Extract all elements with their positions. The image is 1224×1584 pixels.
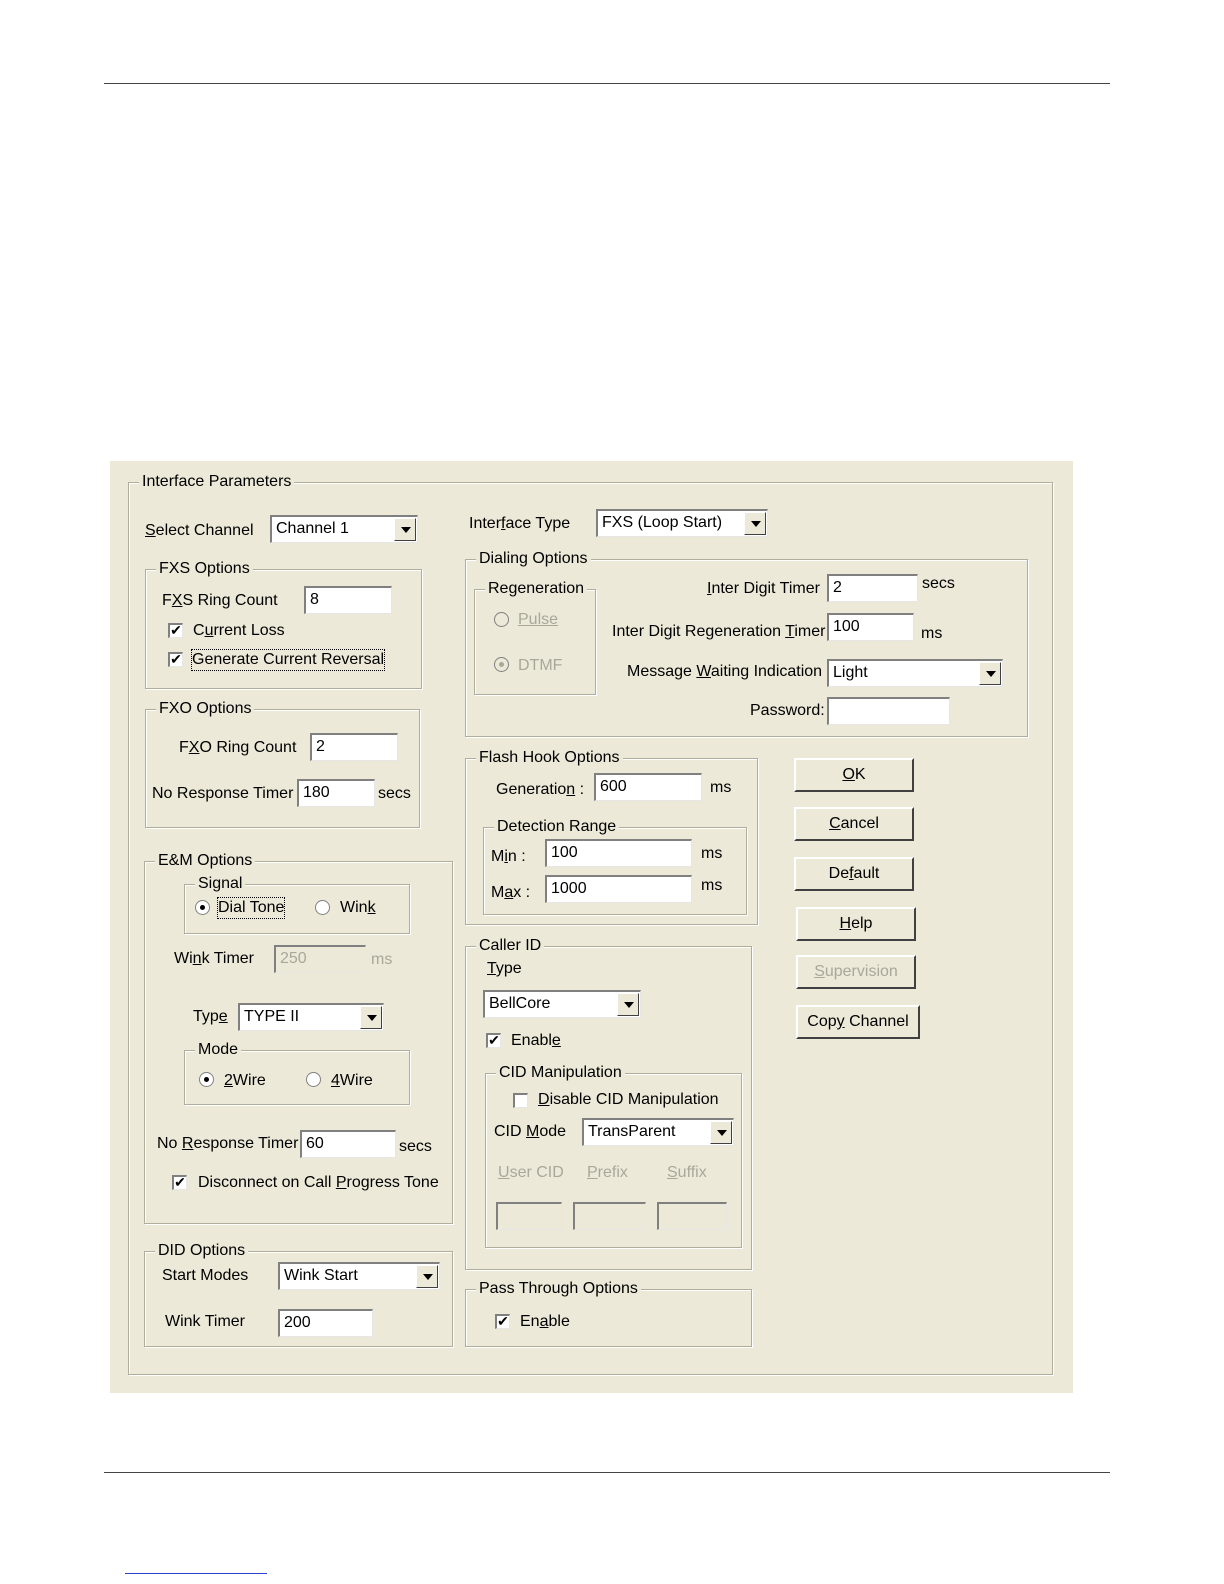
fxo-ring-count-label: FXO Ring Count <box>179 739 297 756</box>
dial-tone-radio[interactable] <box>195 900 210 915</box>
cid-mode-dropdown[interactable] <box>582 1118 734 1146</box>
dtmf-radio <box>494 657 509 672</box>
chevron-down-icon[interactable] <box>617 993 639 1016</box>
dialing-options-title: Dialing Options <box>476 549 591 569</box>
fxo-ring-count-input[interactable]: 2 <box>310 733 398 761</box>
disconnect-progress-tone-checkbox[interactable]: ✔ <box>172 1175 187 1190</box>
em-no-response-unit: secs <box>399 1138 432 1155</box>
fxs-ring-count-input[interactable]: 8 <box>304 586 392 614</box>
default-button[interactable]: Default <box>794 857 914 891</box>
em-wink-timer-unit: ms <box>371 951 393 968</box>
pulse-label: Pulse <box>518 611 559 628</box>
flash-hook-options-title: Flash Hook Options <box>476 748 623 768</box>
generation-label: Generation : <box>496 781 585 798</box>
copy-channel-button[interactable]: Copy Channel <box>796 1005 920 1039</box>
em-options-title: E&M Options <box>155 851 255 871</box>
inter-digit-timer-unit: secs <box>922 575 955 592</box>
fxs-ring-count-label: FXS Ring Count <box>162 592 278 609</box>
mode-2wire-label: 2Wire <box>224 1072 266 1089</box>
select-channel-value: Channel 1 <box>276 520 349 537</box>
mode-group <box>184 1041 410 1105</box>
min-unit: ms <box>701 845 723 862</box>
chevron-down-icon[interactable] <box>394 518 416 541</box>
caller-id-enable-label: Enable <box>511 1032 561 1049</box>
user-cid-label: User CID <box>498 1164 564 1181</box>
mode-2wire-radio[interactable] <box>199 1072 214 1087</box>
chevron-down-icon[interactable] <box>744 512 766 535</box>
detection-range-title: Detection Range <box>494 817 619 837</box>
mode-4wire-radio[interactable] <box>306 1072 321 1087</box>
select-channel-label: Select Channel <box>145 522 254 539</box>
max-label: Max : <box>491 884 531 901</box>
prefix-input <box>573 1202 646 1230</box>
disable-cid-manipulation-label: Disable CID Manipulation <box>538 1091 719 1108</box>
password-input[interactable] <box>827 697 950 725</box>
inter-digit-timer-input[interactable]: 2 <box>827 574 918 602</box>
caller-id-type-label: Type <box>487 960 522 977</box>
min-label: Min : <box>491 848 526 865</box>
interface-parameters-dialog <box>110 461 1073 1393</box>
footer-link-underline[interactable] <box>125 1573 267 1574</box>
signal-title: Signal <box>195 874 245 894</box>
caller-id-type-value: BellCore <box>489 995 551 1012</box>
fxo-options-title: FXO Options <box>156 699 254 719</box>
mwi-value: Light <box>833 664 868 681</box>
interface-type-dropdown[interactable] <box>596 509 768 537</box>
caller-id-type-dropdown[interactable] <box>483 990 641 1018</box>
password-label: Password: <box>750 702 825 719</box>
dtmf-label: DTMF <box>518 657 563 674</box>
start-modes-value: Wink Start <box>284 1267 358 1284</box>
em-no-response-label: No Response Timer <box>157 1135 299 1152</box>
fxo-no-response-label: No Response Timer <box>152 785 294 802</box>
suffix-label: Suffix <box>667 1164 707 1181</box>
did-wink-timer-label: Wink Timer <box>165 1313 245 1330</box>
fxo-no-response-unit: secs <box>378 785 411 802</box>
mode-title: Mode <box>195 1040 241 1060</box>
em-type-label: Type <box>193 1008 228 1025</box>
fxo-options-group <box>145 700 420 828</box>
chevron-down-icon[interactable] <box>360 1006 382 1029</box>
help-button[interactable]: Help <box>796 907 916 941</box>
inter-digit-regen-timer-unit: ms <box>921 625 943 642</box>
disconnect-progress-tone-label: Disconnect on Call Progress Tone <box>198 1174 439 1191</box>
cancel-button[interactable]: Cancel <box>794 807 914 841</box>
disable-cid-manipulation-checkbox[interactable] <box>513 1093 528 1108</box>
did-wink-timer-input[interactable]: 200 <box>278 1309 373 1337</box>
chevron-down-icon[interactable] <box>710 1121 732 1144</box>
cid-manipulation-title: CID Manipulation <box>496 1063 625 1083</box>
max-unit: ms <box>701 877 723 894</box>
em-type-value: TYPE II <box>244 1008 300 1025</box>
interface-type-value: FXS (Loop Start) <box>602 514 723 531</box>
start-modes-label: Start Modes <box>162 1267 249 1284</box>
wink-label: Wink <box>340 899 376 916</box>
regeneration-group <box>474 580 596 695</box>
pass-through-enable-label: Enable <box>520 1313 570 1330</box>
em-wink-timer-label: Wink Timer <box>174 950 255 967</box>
start-modes-dropdown[interactable] <box>278 1262 440 1290</box>
supervision-button: Supervision <box>796 955 916 989</box>
cid-mode-label: CID Mode <box>494 1123 567 1140</box>
caller-id-title: Caller ID <box>476 936 544 956</box>
fxs-options-title: FXS Options <box>156 559 253 579</box>
mwi-dropdown[interactable] <box>827 659 1003 687</box>
mode-4wire-label: 4Wire <box>331 1072 373 1089</box>
min-input[interactable]: 100 <box>545 839 692 867</box>
generate-current-reversal-checkbox[interactable]: ✔ <box>168 652 183 667</box>
em-no-response-input[interactable]: 60 <box>300 1130 396 1158</box>
mwi-label: Message Waiting Indication <box>627 663 823 680</box>
pass-through-options-title: Pass Through Options <box>476 1279 641 1299</box>
pulse-radio <box>494 612 509 627</box>
inter-digit-timer-label: Inter Digit Timer <box>707 580 820 597</box>
wink-radio[interactable] <box>315 900 330 915</box>
did-options-title: DID Options <box>155 1241 248 1261</box>
em-type-dropdown[interactable] <box>238 1003 384 1031</box>
current-loss-checkbox[interactable]: ✔ <box>168 623 183 638</box>
regeneration-title: Regeneration <box>485 579 587 599</box>
current-loss-label: Current Loss <box>193 622 285 639</box>
generation-unit: ms <box>710 779 732 796</box>
interface-type-label: Interface Type <box>469 515 571 532</box>
chevron-down-icon[interactable] <box>416 1265 438 1288</box>
max-input[interactable]: 1000 <box>545 875 692 903</box>
inter-digit-regen-timer-label: Inter Digit Regeneration Timer <box>612 623 826 640</box>
ok-button[interactable]: OK <box>794 758 914 792</box>
interface-parameters-title: Interface Parameters <box>139 472 294 492</box>
user-cid-input <box>496 1202 562 1230</box>
inter-digit-regen-timer-input[interactable]: 100 <box>827 613 914 641</box>
prefix-label: Prefix <box>587 1164 628 1181</box>
dial-tone-label: Dial Tone <box>218 899 285 916</box>
generate-current-reversal-label: Generate Current Reversal <box>192 651 385 668</box>
suffix-input <box>657 1202 727 1230</box>
fxo-no-response-input[interactable]: 180 <box>297 779 375 807</box>
pass-through-enable-checkbox[interactable]: ✔ <box>495 1314 510 1329</box>
cid-mode-value: TransParent <box>588 1123 676 1140</box>
caller-id-enable-checkbox[interactable]: ✔ <box>486 1033 501 1048</box>
chevron-down-icon[interactable] <box>979 662 1001 685</box>
select-channel-dropdown[interactable] <box>270 515 418 543</box>
header-rule <box>104 83 1110 84</box>
generation-input[interactable]: 600 <box>594 773 702 801</box>
em-wink-timer-input: 250 <box>274 945 366 973</box>
footer-rule <box>104 1472 1110 1473</box>
